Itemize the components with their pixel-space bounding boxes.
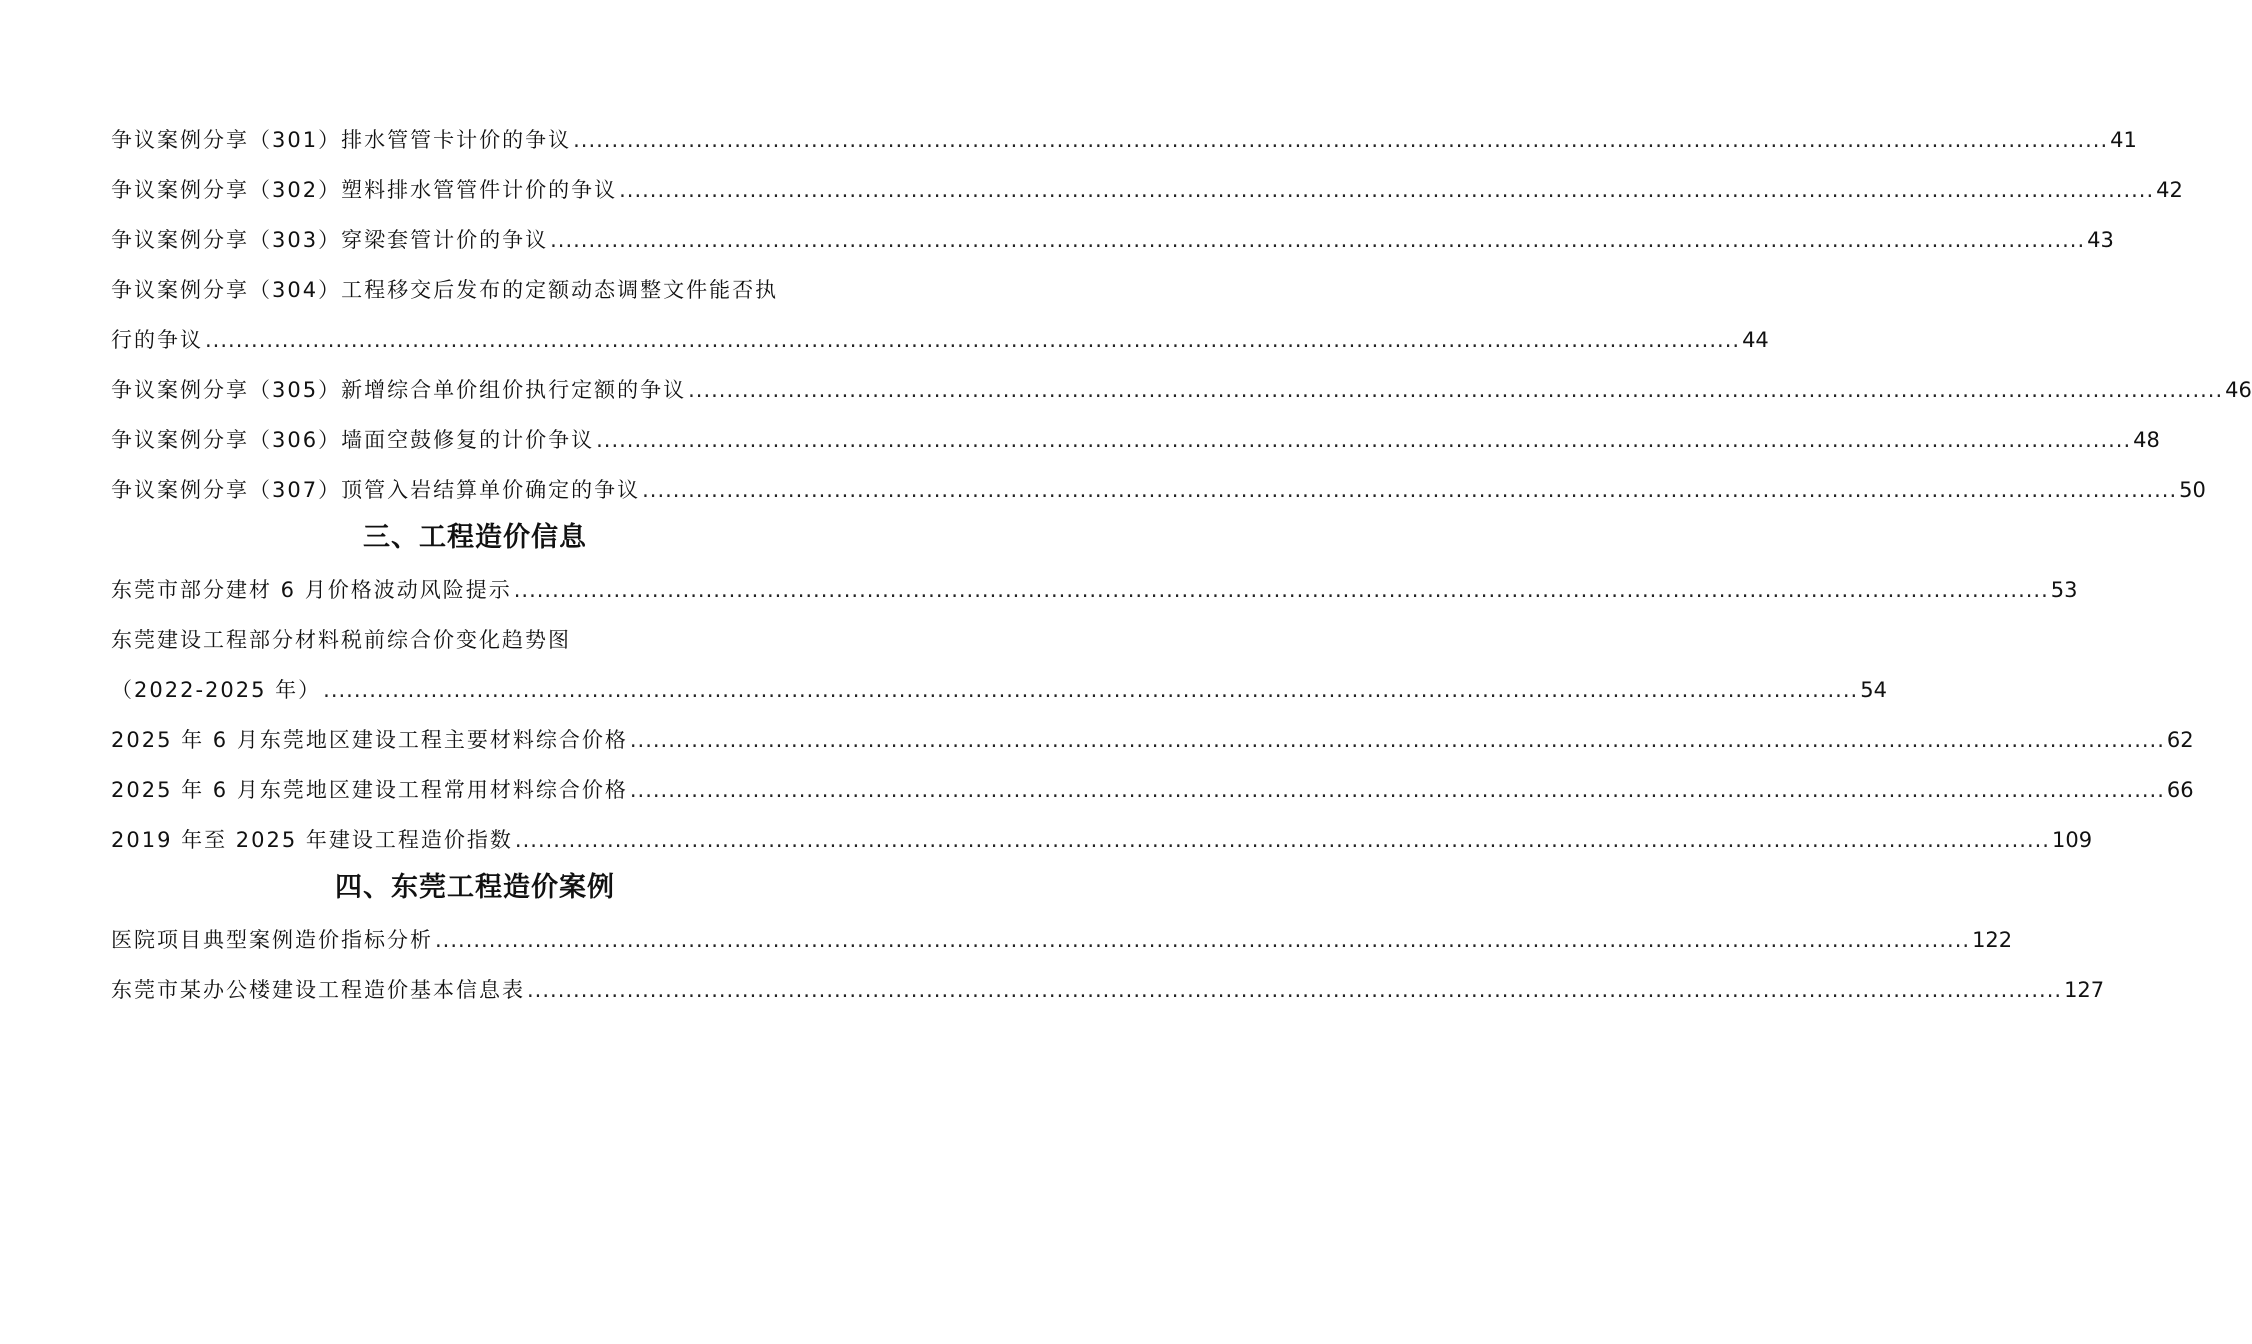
toc-entry[interactable] [111, 370, 2252, 410]
toc-entry[interactable] [111, 220, 2114, 260]
toc-entry[interactable] [111, 820, 2093, 860]
toc-leader-dots: ........................................................................................................................................................................................................ [642, 478, 2178, 502]
toc-leader-dots: ........................................................................................................................................................................................................ [514, 828, 2050, 852]
toc-leader-dots: ........................................................................................................................................................................................................ [205, 328, 1741, 352]
toc-entry-page: 46 [2225, 378, 2252, 402]
toc-entry-title: 争议案例分享（301）排水管管卡计价的争议 [111, 128, 572, 152]
toc-leader-dots: ........................................................................................................................................................................................................ [688, 378, 2224, 402]
toc-entry-title: 2019 年至 2025 年建设工程造价指数 [111, 828, 513, 852]
toc-entry[interactable] [111, 570, 2078, 610]
toc-leader-dots: ........................................................................................................................................................................................................ [435, 928, 1971, 952]
toc-entry-page: 54 [1860, 678, 1887, 702]
toc-leader-dots: ........................................................................................................................................................................................................ [323, 678, 1859, 702]
toc-entry-title: 医院项目典型案例造价指标分析 [111, 928, 433, 952]
toc-entry-page: 41 [2110, 128, 2137, 152]
toc-leader-dots: ........................................................................................................................................................................................................ [527, 978, 2063, 1002]
section-heading: 四、东莞工程造价案例 [335, 872, 615, 903]
toc-entry[interactable] [111, 970, 2105, 1010]
toc-entry-title-line1[interactable]: 东莞建设工程部分材料税前综合价变化趋势图 [111, 628, 571, 652]
toc-entry-title: 2025 年 6 月东莞地区建设工程主要材料综合价格 [111, 728, 628, 752]
toc-entry-page: 62 [2166, 728, 2194, 752]
toc-entry-title: 争议案例分享（306）墙面空鼓修复的计价争议 [111, 428, 595, 452]
toc-leader-dots: ........................................................................................................................................................................................................ [629, 728, 2165, 752]
toc-entry-page: 66 [2166, 778, 2194, 802]
toc-entry-page: 43 [2087, 228, 2114, 252]
toc-entry[interactable] [111, 720, 2194, 760]
toc-entry-page: 109 [2051, 828, 2093, 852]
toc-entry[interactable] [111, 670, 1887, 710]
toc-entry-title: 行的争议 [111, 328, 203, 352]
toc-entry[interactable] [111, 120, 2137, 160]
toc-entry-title: （2022-2025 年） [111, 678, 322, 702]
toc-entry-title: 争议案例分享（302）塑料排水管管件计价的争议 [111, 178, 618, 202]
toc-entry-title: 争议案例分享（303）穿梁套管计价的争议 [111, 228, 549, 252]
toc-entry[interactable] [111, 320, 1769, 360]
toc-entry-page: 48 [2133, 428, 2160, 452]
toc-entry[interactable] [111, 420, 2160, 460]
toc-entry-page: 42 [2156, 178, 2183, 202]
toc-entry-page: 50 [2179, 478, 2206, 502]
toc-leader-dots: ........................................................................................................................................................................................................ [573, 128, 2109, 152]
toc-leader-dots: ........................................................................................................................................................................................................ [619, 178, 2155, 202]
toc-entry-title: 2025 年 6 月东莞地区建设工程常用材料综合价格 [111, 778, 628, 802]
section-heading: 三、工程造价信息 [363, 522, 587, 553]
toc-entry-title: 东莞市某办公楼建设工程造价基本信息表 [111, 978, 525, 1002]
toc-leader-dots: ........................................................................................................................................................................................................ [596, 428, 2132, 452]
toc-entry[interactable] [111, 770, 2194, 810]
toc-entry-page: 122 [1972, 928, 2013, 952]
toc-entry-title: 争议案例分享（307）顶管入岩结算单价确定的争议 [111, 478, 641, 502]
toc-entry[interactable] [111, 920, 2013, 960]
toc-entry[interactable] [111, 170, 2183, 210]
toc-entry-page: 53 [2050, 578, 2078, 602]
toc-entry-title: 东莞市部分建材 6 月价格波动风险提示 [111, 578, 512, 602]
toc-entry-page: 127 [2064, 978, 2105, 1002]
toc-entry-title-line1[interactable]: 争议案例分享（304）工程移交后发布的定额动态调整文件能否执 [111, 278, 779, 302]
toc-leader-dots: ........................................................................................................................................................................................................ [550, 228, 2086, 252]
toc-entry-page: 44 [1742, 328, 1769, 352]
toc-leader-dots: ........................................................................................................................................................................................................ [513, 578, 2049, 602]
toc-entry[interactable] [111, 470, 2206, 510]
toc-entry-title: 争议案例分享（305）新增综合单价组价执行定额的争议 [111, 378, 687, 402]
toc-leader-dots: ........................................................................................................................................................................................................ [629, 778, 2165, 802]
